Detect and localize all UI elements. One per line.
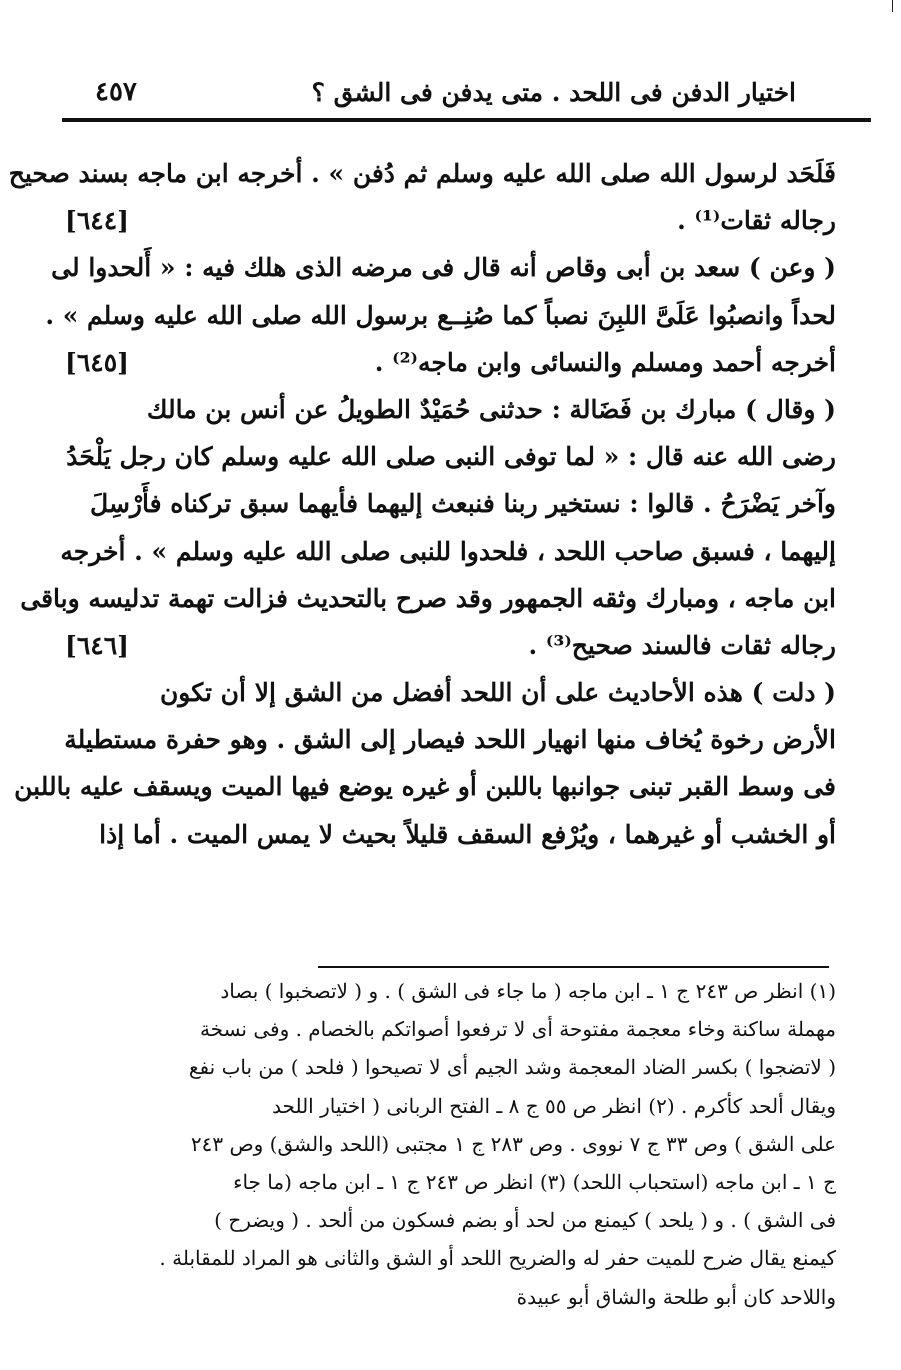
line-text: فى وسط القبر تبنى جوانبها باللبن أو غيره يوضع فيها الميت ويسقف عليه باللبن xyxy=(14,772,836,802)
line-text: ( وقال ) مبارك بن فَضَالة : حدثنى حُمَيْدٌ الطويلُ عن أنس بن مالك xyxy=(146,394,836,424)
corner-mark xyxy=(892,0,893,12)
text-line xyxy=(65,339,836,386)
header-title: اختيار الدفن فى اللحد . متى يدفن فى الشق ؟ xyxy=(311,77,796,107)
text-line xyxy=(65,622,836,669)
text-line xyxy=(45,292,836,339)
text-line xyxy=(51,244,836,291)
line-text: أو الخشب أو غيرهما ، ويُرْفع السقف قليلاً بحيث لا يمس الميت . أما إذا xyxy=(99,819,836,849)
footnote-line: (١) انظر ص ٢٤٣ ج ١ ـ ابن ماجه ( ما جاء فى الشق ) . و ( لاتصخبوا ) بصاد xyxy=(220,979,836,1003)
text-line xyxy=(65,811,836,858)
footnote-line: مهملة ساكنة وخاء معجمة مفتوحة أى لا ترفعوا أصواتكم بالخصام . وفى نسخة xyxy=(199,1017,836,1042)
footnote-line: على الشق ) وص ٣٣ ج ٧ نووى . وص ٢٨٣ ج ١ مجتبى (اللحد والشق) وص ٢٤٣ xyxy=(190,1131,836,1156)
footnote-line: فى الشق ) . و ( يلحد ) كيمنع من لحد أو بضم فسكون من ألحد . ( ويضرح ) xyxy=(214,1208,836,1233)
text-line xyxy=(65,716,836,763)
footnote-line: واللاحد كان أبو طلحة والشاق أبو عبيدة xyxy=(516,1284,836,1309)
text-line xyxy=(8,150,836,197)
text-line xyxy=(65,386,836,433)
text-line xyxy=(65,669,836,716)
footnote-line: كيمنع يقال ضرح للميت حفر له والضريح اللحد أو الشق والثانى هو المراد للمقابلة . xyxy=(159,1246,836,1271)
footnote-line: ( لاتضجوا ) بكسر الضاد المعجمة وشد الجيم أى لا تصيحوا ( فلحد ) من باب نفع xyxy=(188,1055,836,1080)
footnote-line: ويقال ألحد كأكرم . (٢) انظر ص ٥٥ ج ٨ ـ الفتح الربانى ( اختيار اللحد xyxy=(272,1093,836,1118)
text-line xyxy=(60,528,836,575)
text-line xyxy=(20,575,836,622)
hadith-number: [٦٤٤] xyxy=(65,206,129,236)
line-text: إليهما ، فسبق صاحب اللحد ، فلحدوا للنبى صلى الله عليه وسلم » . أخرجه xyxy=(60,536,836,566)
line-text: ابن ماجه ، ومبارك وثقه الجمهور وقد صرح بالتحديث فزالت تهمة تدليسه وباقى xyxy=(20,583,836,613)
line-text: رضى الله عنه قال : « لما توفى النبى صلى الله عليه وسلم كان رجل يَلْحَدُ xyxy=(66,442,836,472)
text-line xyxy=(65,433,836,480)
line-text: لحداً وانصبُوا عَلَىَّ اللبِنَ نصباً كما صُنِــع برسول الله صلى الله عليه وسلم » . xyxy=(45,300,836,330)
line-text: ( دلت ) هذه الأحاديث على أن اللحد أفضل من الشق إلا أن تكون xyxy=(159,678,836,708)
text-line xyxy=(65,480,836,527)
page-number: ٤٥٧ xyxy=(95,77,137,107)
line-text: وآخر يَضْرَحُ . قالوا : نستخير ربنا فنبعث إليهما فأيهما سبق تركناه فأَرْسِلَ xyxy=(90,489,836,519)
footnote-separator xyxy=(318,966,829,968)
line-text: رجاله ثقات فالسند صحيح⁽³⁾ . xyxy=(528,630,836,660)
line-text: ( وعن ) سعد بن أبى وقاص أنه قال فى مرضه الذى هلك فيه : « أَلحدوا لى xyxy=(51,253,836,283)
line-text: الأرض رخوة يُخاف منها انهيار اللحد فيصار إلى الشق . وهو حفرة مستطيلة xyxy=(64,725,836,755)
running-header xyxy=(95,70,796,114)
text-line xyxy=(65,197,836,244)
hadith-number: [٦٤٦] xyxy=(65,630,129,660)
header-rule xyxy=(62,118,871,122)
footnote-line: ج ١ ـ ابن ماجه (استحباب اللحد) (٣) انظر ص ٢٤٣ ج ١ ـ ابن ماجه (ما جاء xyxy=(233,1169,836,1194)
line-text: فَلَحَد لرسول الله صلى الله عليه وسلم ثم دُفن » . أخرجه ابن ماجه بسند صحيح xyxy=(8,159,836,188)
line-text: أخرجه أحمد ومسلم والنسائى وابن ماجه⁽²⁾ . xyxy=(374,347,836,377)
text-line xyxy=(14,763,836,810)
main-text xyxy=(8,150,836,858)
footnotes xyxy=(70,972,836,1316)
hadith-number: [٦٤٥] xyxy=(65,347,129,377)
line-text: رجاله ثقات⁽¹⁾ . xyxy=(677,206,836,236)
